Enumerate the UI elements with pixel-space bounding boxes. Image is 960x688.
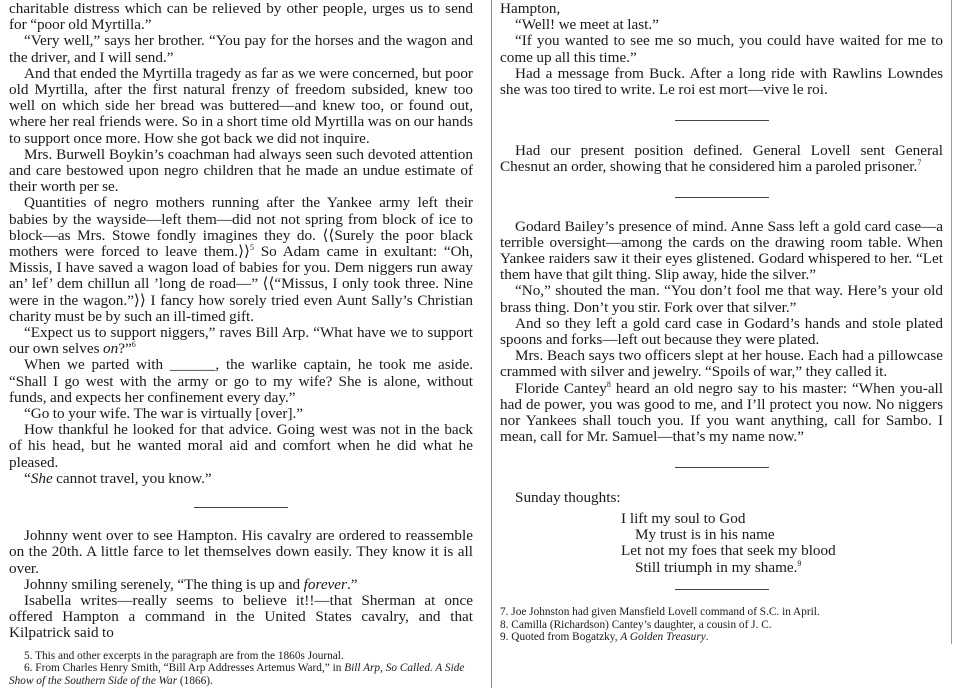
paragraph-text: Floride Cantey [515, 379, 607, 397]
footnote: 7. Joe Johnston had given Mansfield Lovell command of S.C. in April. [500, 605, 820, 618]
paragraph: Hampton, [500, 0, 561, 17]
footnote: 5. This and other excerpts in the paragraph are from the 1860s Journal. [24, 649, 344, 662]
paragraph-text: .” [346, 575, 358, 593]
paragraph: Sunday thoughts: [515, 489, 621, 507]
paragraph: charitable distress which can be relieved by other people, urges us to send for “poor old Myrtilla.” [9, 0, 473, 34]
paragraph-text: Johnny smiling serenely, “The thing is up and [24, 575, 304, 593]
paragraph-text: heard an old negro say to his master: “When you-all had de power, you was good to me, and I’ll protect you now. No niggers nor Yankees shall touch you. If you want anything, call for Sambo. I mean, call for Mr. Samuel—that’s my name now.” [500, 379, 944, 446]
paragraph [9, 577, 473, 593]
paragraph: Godard Bailey’s presence of mind. Anne Sass left a gold card case—a terrible oversight—among the cards on the drawing room table. When Yankee raiders saw it their eyes glistened. Godard whispered to her. “Let them have that gilt thing. Slip away, hide the silver.” [500, 217, 943, 284]
italic-text: on [103, 340, 119, 358]
paragraph: “No,” shouted the man. “You don’t fool me that way. Here’s your old brass thing. Don’t you stir. Fork over that silver.” [500, 282, 943, 316]
verse-line: Let not my foes that seek my blood [621, 542, 836, 560]
paragraph-text: “Expect us to support niggers,” raves Bill Arp. “What have we to support our own selves [9, 324, 473, 358]
right-column [492, 0, 952, 644]
paragraph [9, 325, 473, 357]
italic-text: forever [303, 575, 347, 593]
footnote [500, 631, 943, 644]
verse [621, 511, 943, 576]
italic-text: She [30, 469, 53, 487]
paragraph [9, 195, 473, 325]
verse-line: I lift my soul to God [621, 509, 746, 527]
paragraph: “If you wanted to see me so much, you could have waited for me to come up all this time.” [500, 32, 943, 66]
italic-text: Bill Arp, So Called. A Side Show of the Southern Side of the War [9, 662, 465, 688]
footnote-ref: 5 [249, 242, 254, 252]
section-rule [675, 589, 769, 590]
verse-line [621, 560, 943, 576]
section-rule [675, 467, 769, 468]
paragraph-text: cannot travel, you know.” [52, 469, 212, 487]
footnote-ref: 9 [797, 558, 802, 568]
paragraph: How thankful he looked for that advice. Going west was not in the back of his head, but he wanted moral aid and comfort when he did what he pleased. [9, 421, 473, 471]
paragraph-text: Had our present position defined. General Lovell sent General Chesnut an order, showing that he considered him a paroled prisoner. [500, 142, 943, 176]
paragraph: Mrs. Beach says two officers slept at her house. Each had a pillowcase crammed with silver and jewelry. “Spoils of war,” they called it. [500, 347, 943, 381]
verse-text: Still triumph in my shame. [635, 558, 798, 576]
paragraph-text: Quantities of negro mothers running after the Yankee army left their babies by the wayside—left them—did not not spring from block of ice to block—as Mrs. Stowe fondly imagines they do. ⟨⟨Surely the poor black mothers were forced to leave them.⟩⟩ [9, 194, 473, 261]
paragraph [500, 143, 943, 175]
footnote-text: . [705, 631, 709, 644]
paragraph: And that ended the Myrtilla tragedy as far as we were concerned, but poor old Myrtilla, after the first natural frenzy of freedom subsided, knew too well on which side her bread was buttered—and knew too, or found out, where her real friends were. So in a short time old Myrtilla was on our hands to support once more. How she got back we did not inquire. [9, 64, 473, 147]
footnote-text: 6. From Charles Henry Smith, “Bill Arp Addresses Artemus Ward,” in [24, 662, 345, 675]
footnote: 8. Camilla (Richardson) Cantey’s daughter, a cousin of J. C. [500, 618, 772, 631]
paragraph: Isabella writes—really seems to believe it!!—that Sherman at once offered Hampton a command in the United States cavalry, and that Kilpatrick said to [9, 591, 473, 642]
paragraph: Mrs. Burwell Boykin’s coachman had always seen such devoted attention and care bestowed upon negro children that he made an undue estimate of their worth per se. [9, 145, 473, 196]
paragraph-text: So Adam came in exultant: “Oh, Missis, I have saved a wagon load of babies for you. Dem niggers run away an’ lef’ dem chillun all ’long de road—” ⟨⟨“Missus, I only took three. Nine were in the wagon.”⟩⟩ I fancy how sorely tried even Aunt Sally’s Christian charity must be by such an ill-timed gift. [9, 243, 473, 325]
paragraph: Had a message from Buck. After a long ride with Rawlins Lowndes she was too tired to write. Le roi est mort—vive le roi. [500, 64, 943, 99]
paragraph: And so they left a gold card case in Godard’s hands and stole plated spoons and forks—left out because they were plated. [500, 314, 943, 349]
footnote-ref: 6 [131, 340, 136, 350]
section-rule [675, 197, 769, 198]
paragraph-text: ?” [118, 340, 132, 358]
paragraph: When we parted with ______, the warlike captain, he took me aside. “Shall I go west with the army or go to my wife? She is alone, without funds, and expects her confinement every day.” [9, 356, 473, 406]
verse-line: My trust is in his name [635, 525, 775, 543]
paragraph [500, 381, 943, 446]
footnote-text: (1866). [177, 675, 213, 688]
paragraph [9, 471, 473, 487]
footnote-ref: 8 [606, 379, 611, 389]
footnote-ref: 7 [917, 158, 922, 168]
paragraph-text: “ [24, 469, 31, 487]
paragraph: “Well! we meet at last.” [515, 16, 659, 34]
paragraph: “Go to your wife. The war is virtually [over].” [24, 405, 304, 423]
section-rule [675, 120, 769, 121]
footnote [9, 662, 473, 688]
footnote-text: 9. Quoted from Bogatzky, [500, 631, 621, 644]
paragraph: Johnny went over to see Hampton. His cavalry are ordered to reassemble on the 20th. A little farce to let themselves down easily. They know it is all over. [9, 527, 473, 577]
italic-text: A Golden Treasury [620, 631, 706, 644]
paragraph: “Very well,” says her brother. “You pay for the horses and the wagon and the driver, and I will send.” [9, 32, 473, 66]
section-rule [194, 507, 288, 508]
